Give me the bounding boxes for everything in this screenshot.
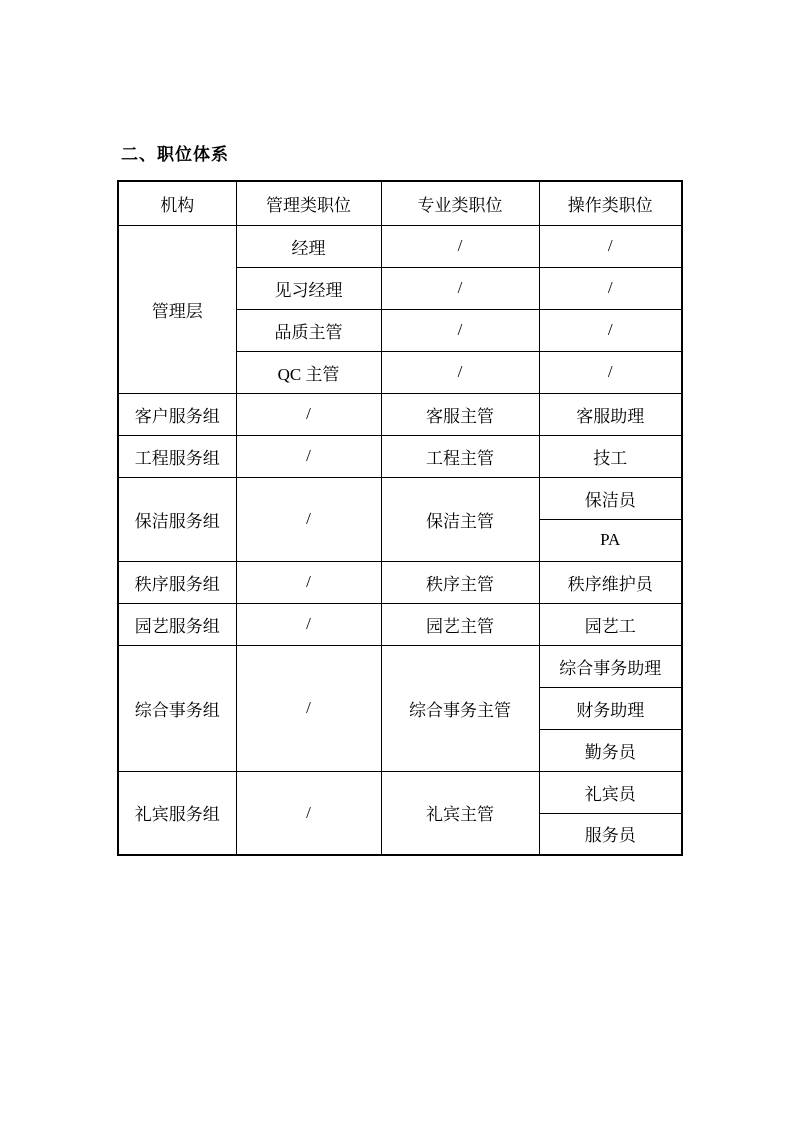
table-cell: / (539, 267, 682, 309)
table-cell: QC 主管 (236, 351, 381, 393)
table-cell: 礼宾员 (539, 771, 682, 813)
org-cell: 礼宾服务组 (118, 771, 236, 855)
table-cell: / (381, 309, 539, 351)
column-header-operational: 操作类职位 (539, 181, 682, 225)
table-cell: / (539, 351, 682, 393)
table-cell: 见习经理 (236, 267, 381, 309)
table-cell: 综合事务主管 (381, 645, 539, 771)
org-cell: 秩序服务组 (118, 561, 236, 603)
table-cell: / (236, 645, 381, 771)
table-cell: 工程主管 (381, 435, 539, 477)
table-row (118, 225, 682, 267)
position-table (117, 180, 683, 856)
document-page (117, 145, 683, 856)
table-row (118, 477, 682, 519)
table-row (118, 393, 682, 435)
table-cell: / (381, 225, 539, 267)
table-row (118, 561, 682, 603)
org-cell: 综合事务组 (118, 645, 236, 771)
table-cell: / (236, 393, 381, 435)
table-cell: 勤务员 (539, 729, 682, 771)
header-row (118, 181, 682, 225)
table-cell: PA (539, 519, 682, 561)
table-cell: / (381, 267, 539, 309)
table-cell: 园艺主管 (381, 603, 539, 645)
table-cell: 客服助理 (539, 393, 682, 435)
table-cell: 综合事务助理 (539, 645, 682, 687)
table-row (118, 603, 682, 645)
table-row (118, 435, 682, 477)
table-cell: 秩序主管 (381, 561, 539, 603)
table-cell: 经理 (236, 225, 381, 267)
table-cell: 保洁主管 (381, 477, 539, 561)
column-header-org: 机构 (118, 181, 236, 225)
table-cell: 技工 (539, 435, 682, 477)
table-cell: / (236, 435, 381, 477)
org-cell: 园艺服务组 (118, 603, 236, 645)
table-cell: / (539, 225, 682, 267)
table-cell: 礼宾主管 (381, 771, 539, 855)
table-cell: / (236, 477, 381, 561)
table-cell: 服务员 (539, 813, 682, 855)
org-cell: 管理层 (118, 225, 236, 393)
table-cell: 园艺工 (539, 603, 682, 645)
column-header-professional: 专业类职位 (381, 181, 539, 225)
table-cell: / (236, 771, 381, 855)
table-cell: 财务助理 (539, 687, 682, 729)
org-cell: 工程服务组 (118, 435, 236, 477)
table-cell: 品质主管 (236, 309, 381, 351)
table-cell: / (236, 603, 381, 645)
table-cell: 保洁员 (539, 477, 682, 519)
table-row (118, 771, 682, 813)
table-row (118, 645, 682, 687)
table-cell: / (539, 309, 682, 351)
column-header-management: 管理类职位 (236, 181, 381, 225)
org-cell: 客户服务组 (118, 393, 236, 435)
table-cell: / (381, 351, 539, 393)
table-cell: 客服主管 (381, 393, 539, 435)
table-cell: / (236, 561, 381, 603)
org-cell: 保洁服务组 (118, 477, 236, 561)
section-heading: 二、职位体系 (121, 145, 229, 164)
table-cell: 秩序维护员 (539, 561, 682, 603)
